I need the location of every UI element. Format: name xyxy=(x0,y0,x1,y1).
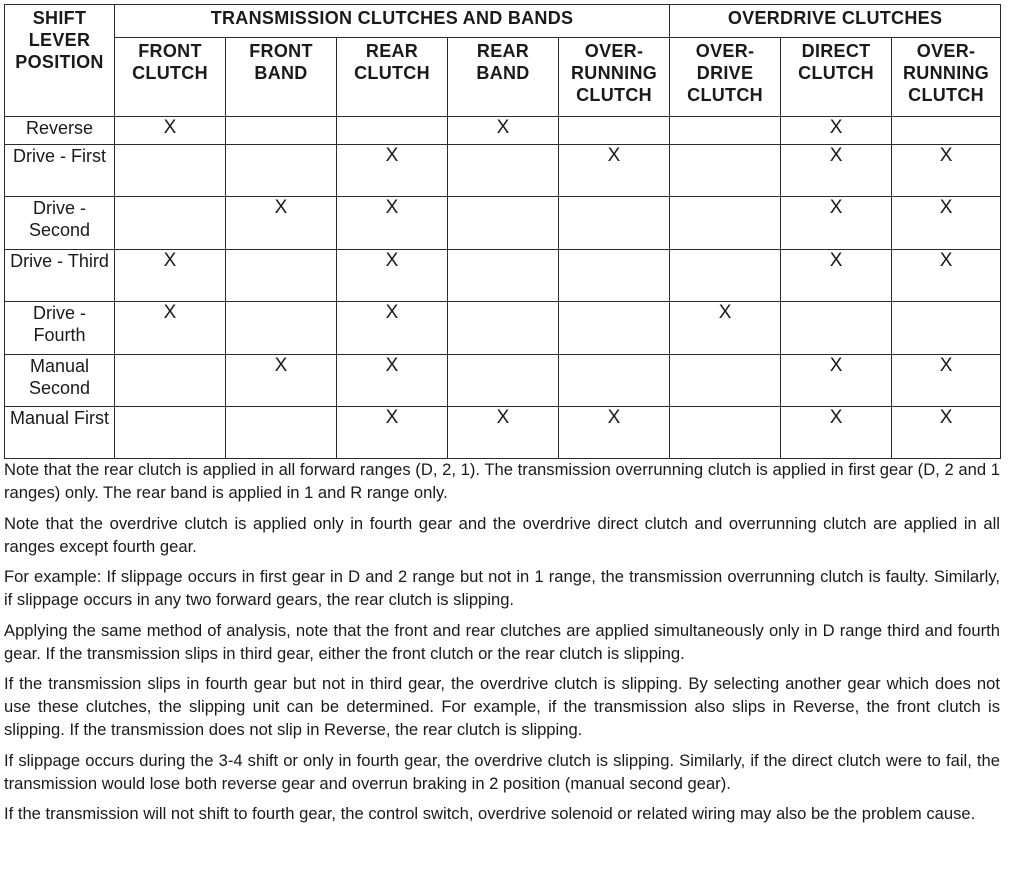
application-mark: X xyxy=(448,406,559,458)
application-mark: X xyxy=(892,406,1001,458)
application-mark: X xyxy=(448,117,559,145)
column-header: DIRECT CLUTCH xyxy=(781,38,892,117)
note-paragraph: If the transmission will not shift to fourth gear, the control switch, overdrive solenoid or related wiring may also be the problem cause. xyxy=(4,804,976,823)
note-paragraph: If the transmission slips in fourth gear but not in third gear, the overdrive clutch is slipping. By selecting another gear which does not use these clutches, the slipping unit can be determined. For example, if the transmission also slips in Reverse, the front clutch is slipping. If the transmission does not slip in Reverse, the rear clutch is slipping. xyxy=(4,674,1000,739)
group-header: TRANSMISSION CLUTCHES AND BANDS xyxy=(115,5,670,38)
application-mark: X xyxy=(781,145,892,197)
column-header: OVER- RUNNING CLUTCH xyxy=(892,38,1001,117)
application-mark: X xyxy=(337,145,448,197)
column-header: FRONT BAND xyxy=(226,38,337,117)
table-row xyxy=(5,302,1001,354)
application-mark xyxy=(115,197,226,249)
column-header: OVER- RUNNING CLUTCH xyxy=(559,38,670,117)
application-mark xyxy=(892,302,1001,354)
application-mark xyxy=(781,302,892,354)
application-mark: X xyxy=(670,302,781,354)
application-mark: X xyxy=(781,354,892,406)
application-mark xyxy=(559,249,670,301)
shift-position-label: Drive - Fourth xyxy=(5,302,115,354)
application-mark xyxy=(892,117,1001,145)
shift-position-label: Drive - First xyxy=(5,145,115,197)
application-mark xyxy=(559,117,670,145)
note-paragraph: Note that the rear clutch is applied in all forward ranges (D, 2, 1). The transmission overrunning clutch is applied in first gear (D, 2 and 1 ranges) only. The rear band is applied in 1 and R range only. xyxy=(4,460,1000,502)
shift-lever-position-header: SHIFT LEVER POSITION xyxy=(5,5,115,117)
application-mark: X xyxy=(337,406,448,458)
application-mark xyxy=(448,197,559,249)
application-mark xyxy=(670,197,781,249)
application-mark xyxy=(559,302,670,354)
application-mark xyxy=(337,117,448,145)
application-mark: X xyxy=(559,145,670,197)
note-paragraph: If slippage occurs during the 3-4 shift or only in fourth gear, the overdrive clutch is slipping. Similarly, if the direct clutch were to fail, the transmission would lose both reverse gear and overrun braking in 2 position (manual second gear). xyxy=(4,750,1000,793)
application-mark xyxy=(115,354,226,406)
table-row xyxy=(5,145,1001,197)
application-mark xyxy=(448,354,559,406)
shift-position-label: Manual Second xyxy=(5,354,115,406)
application-mark xyxy=(670,145,781,197)
application-mark xyxy=(226,117,337,145)
shift-position-label: Drive - Second xyxy=(5,197,115,249)
application-mark: X xyxy=(337,354,448,406)
note-paragraph: For example: If slippage occurs in first gear in D and 2 range but not in 1 range, the transmission overrunning clutch is faulty. Similarly, if slippage occurs in any two forward gears, the rear clutch is slipping. xyxy=(4,567,1000,609)
application-mark xyxy=(115,406,226,458)
application-mark xyxy=(115,145,226,197)
shift-position-label: Reverse xyxy=(5,117,115,145)
application-mark: X xyxy=(226,354,337,406)
column-header: OVER- DRIVE CLUTCH xyxy=(670,38,781,117)
application-mark: X xyxy=(559,406,670,458)
application-mark: X xyxy=(892,249,1001,301)
application-mark: X xyxy=(337,197,448,249)
application-mark xyxy=(448,249,559,301)
application-mark: X xyxy=(892,145,1001,197)
table-row xyxy=(5,117,1001,145)
application-mark: X xyxy=(115,302,226,354)
application-mark: X xyxy=(337,302,448,354)
notes-section xyxy=(4,458,1000,833)
application-mark: X xyxy=(115,117,226,145)
application-mark xyxy=(559,197,670,249)
application-mark: X xyxy=(892,354,1001,406)
table-row xyxy=(5,354,1001,406)
application-mark xyxy=(670,406,781,458)
table-row xyxy=(5,249,1001,301)
column-header: FRONT CLUTCH xyxy=(115,38,226,117)
application-mark xyxy=(670,354,781,406)
application-mark xyxy=(226,249,337,301)
application-mark xyxy=(226,406,337,458)
application-mark xyxy=(226,302,337,354)
application-mark: X xyxy=(781,117,892,145)
application-mark xyxy=(670,249,781,301)
clutch-application-chart xyxy=(4,4,1001,459)
application-mark: X xyxy=(781,197,892,249)
application-mark xyxy=(559,354,670,406)
application-mark xyxy=(448,302,559,354)
note-paragraph: Note that the overdrive clutch is applied only in fourth gear and the overdrive direct clutch and overrunning clutch are applied in all ranges except fourth gear. xyxy=(4,513,1000,556)
application-mark xyxy=(448,145,559,197)
application-mark: X xyxy=(892,197,1001,249)
application-mark: X xyxy=(781,249,892,301)
note-paragraph: Applying the same method of analysis, note that the front and rear clutches are applied simultaneously only in D range third and fourth gear. If the transmission slips in third gear, either the front clutch or the rear clutch is slipping. xyxy=(4,620,1000,663)
application-mark xyxy=(226,145,337,197)
application-mark: X xyxy=(115,249,226,301)
table-row xyxy=(5,406,1001,458)
table-row xyxy=(5,197,1001,249)
shift-position-label: Manual First xyxy=(5,406,115,458)
application-mark xyxy=(670,117,781,145)
group-header: OVERDRIVE CLUTCHES xyxy=(670,5,1001,38)
shift-position-label: Drive - Third xyxy=(5,249,115,301)
column-header: REAR BAND xyxy=(448,38,559,117)
application-mark: X xyxy=(226,197,337,249)
application-mark: X xyxy=(781,406,892,458)
application-mark: X xyxy=(337,249,448,301)
column-header: REAR CLUTCH xyxy=(337,38,448,117)
